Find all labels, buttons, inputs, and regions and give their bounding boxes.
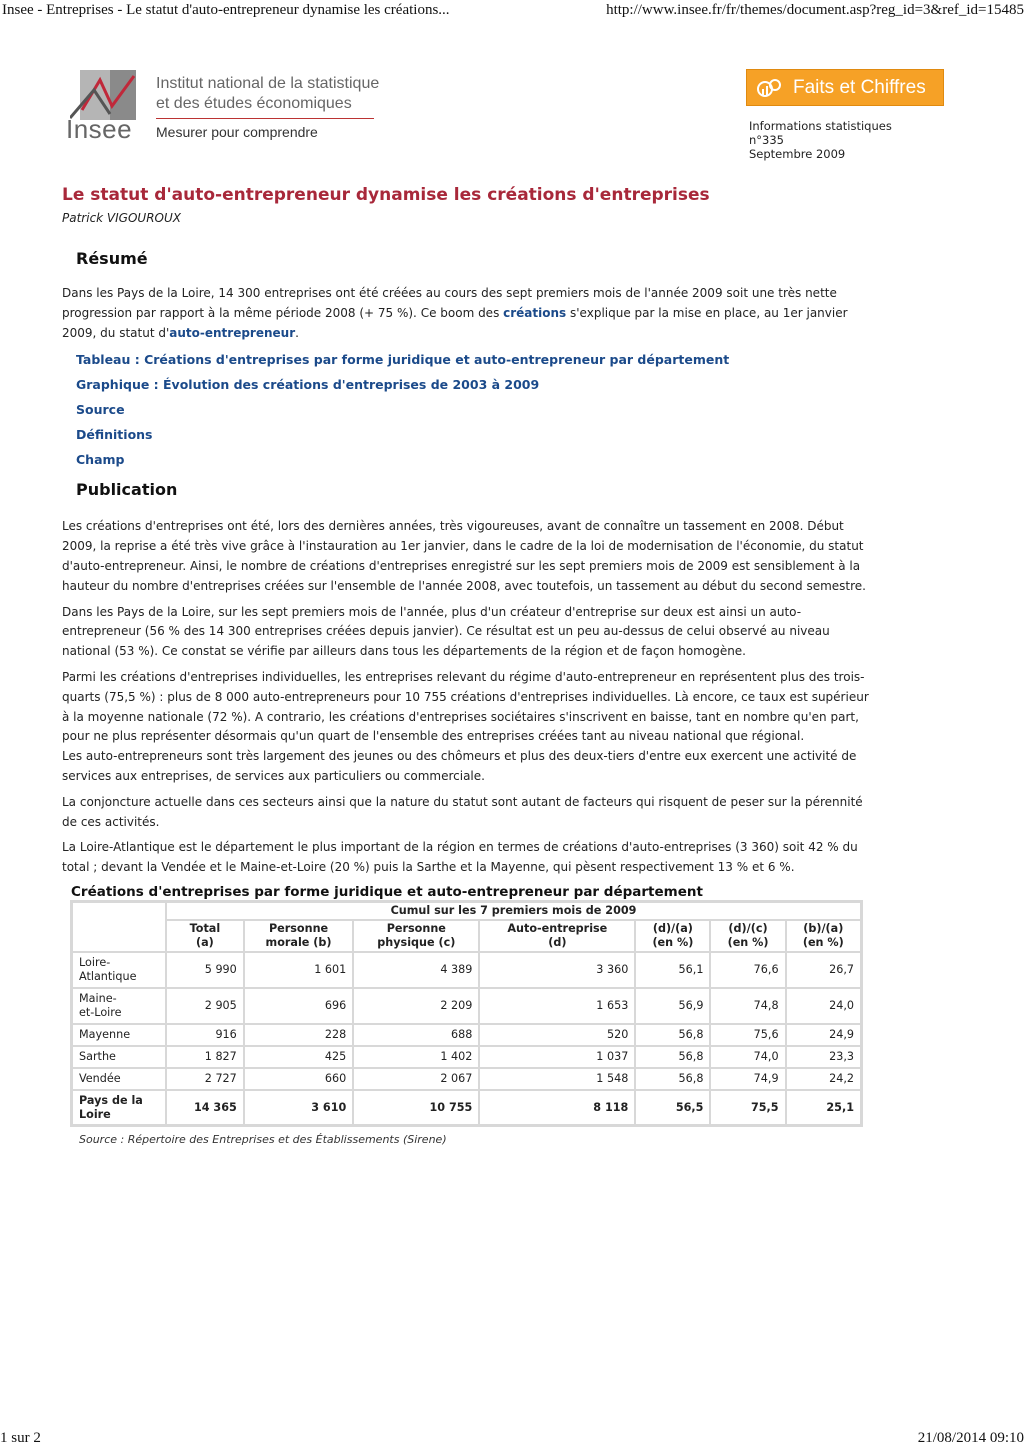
cell: 2 209: [353, 988, 479, 1024]
publication-paragraph-2: Dans les Pays de la Loire, sur les sept premiers mois de l'année, plus d'un créateur d'entreprise sur deux est ainsi un auto-entrepreneur (56 % des 14 300 entreprises créées depuis janvier). Ce résultat est un peu au-dessus de celui observé au niveau national (53 %). Ce constat se vérifie par ailleurs dans tous les départements de la région et de façon homogène.: [62, 604, 830, 659]
table-super-header: Cumul sur les 7 premiers mois de 2009: [166, 901, 862, 920]
article: [62, 185, 874, 1146]
table-title: Créations d'entreprises par forme juridique et auto-entrepreneur par département: [71, 883, 703, 900]
cell: 56,1: [635, 952, 710, 988]
link-definitions[interactable]: Définitions: [76, 427, 153, 443]
table-total-row: [72, 1090, 862, 1126]
row-label: Vendée: [72, 1068, 167, 1090]
row-label: Maine- et-Loire: [72, 988, 167, 1024]
chart-bubbles-icon: [757, 77, 783, 99]
insee-logo-icon: [70, 70, 136, 120]
cell: 56,5: [635, 1090, 710, 1126]
cell: 1 548: [479, 1068, 635, 1090]
insee-logo[interactable]: [64, 68, 394, 148]
cell: 660: [244, 1068, 353, 1090]
cell: 1 037: [479, 1046, 635, 1068]
info-series: Informations statistiques: [749, 119, 892, 133]
cell: 76,6: [710, 952, 785, 988]
col-header-d-a: (d)/(a) (en %): [635, 920, 710, 952]
banner-label: Faits et Chiffres: [793, 76, 926, 98]
cell: 24,0: [786, 988, 862, 1024]
table-source: Source : Répertoire des Entreprises et des Établissements (Sirene): [79, 1133, 447, 1147]
cell: 56,8: [635, 1068, 710, 1090]
cell: 1 653: [479, 988, 635, 1024]
article-title: Le statut d'auto-entrepreneur dynamise les créations d'entreprises: [62, 185, 710, 205]
table-row: [72, 1024, 862, 1046]
article-author: Patrick VIGOUROUX: [62, 211, 181, 225]
publication-paragraph-1: Les créations d'entreprises ont été, lors des dernières années, très vigoureuses, avant de connaître un tassement en 2008. Début 2009, la reprise a été très vive grâce à l'instauration au 1er janvier, dans le cadre de la loi de modernisation de l'économie, du statut d'auto-entrepreneur. Ainsi, le nombre de créations d'entreprises enregistré sur les sept premiers mois de 2009 est sensiblement à la hauteur du nombre d'entreprises créées sur l'ensemble de l'année 2008, avec toutefois, un tassement au début du second semestre.: [62, 519, 866, 593]
publication-body: [62, 517, 874, 878]
print-footer: [0, 1430, 1024, 1450]
cell: 74,0: [710, 1046, 785, 1068]
cell: 3 610: [244, 1090, 353, 1126]
cell: 75,6: [710, 1024, 785, 1046]
col-header-b-a: (b)/(a) (en %): [786, 920, 862, 952]
logo-tagline: Mesurer pour comprendre: [156, 124, 318, 140]
table-row: [72, 1068, 862, 1090]
col-header-auto-entreprise: Auto-entreprise (d): [479, 920, 635, 952]
cell: 26,7: [786, 952, 862, 988]
cell: 24,2: [786, 1068, 862, 1090]
cell: 2 067: [353, 1068, 479, 1090]
col-header-personne-physique: Personne physique (c): [353, 920, 479, 952]
link-auto-entrepreneur[interactable]: auto-entrepreneur: [169, 325, 296, 340]
faits-et-chiffres-banner[interactable]: [746, 69, 944, 106]
table-corner: [72, 901, 167, 920]
print-datetime: 21/08/2014 09:10: [917, 1430, 1024, 1446]
link-creations[interactable]: créations: [503, 305, 567, 320]
resume-heading: Résumé: [76, 249, 148, 268]
col-header-personne-morale: Personne morale (b): [244, 920, 353, 952]
cell: 56,9: [635, 988, 710, 1024]
cell: 688: [353, 1024, 479, 1046]
page-counter: 1 sur 2: [0, 1430, 41, 1446]
col-header-total: Total (a): [166, 920, 244, 952]
cell: 1 402: [353, 1046, 479, 1068]
row-label: Sarthe: [72, 1046, 167, 1068]
table-row: [72, 988, 862, 1024]
institute-name: Institut national de la statistique et des études économiques: [156, 75, 380, 112]
link-champ[interactable]: Champ: [76, 452, 125, 468]
cell: 23,3: [786, 1046, 862, 1068]
row-label: Pays de la Loire: [72, 1090, 167, 1126]
resume-text: Dans les Pays de la Loire, 14 300 entreprises ont été créées au cours des sept premiers mois de l'année 2009 soit une très nette progression par rapport à la même période 2008 (+ 75 %). Ce boom des créations s'explique par la mise en place, au 1er janvier 2009, du statut d'auto-entrepreneur.: [62, 286, 848, 340]
cell: 25,1: [786, 1090, 862, 1126]
table-row: [72, 952, 862, 988]
cell: 1 601: [244, 952, 353, 988]
publication-paragraph-6: La Loire-Atlantique est le département le plus important de la région en termes de créations d'auto-entreprises (3 360) soit 42 % du total ; devant la Vendée et le Maine-et-Loire (20 %) puis la Sarthe et la Mayenne, qui pèsent respectivement 13 % et 6 %.: [62, 840, 858, 875]
publication-paragraph-5: La conjoncture actuelle dans ces secteurs ainsi que la nature du statut sont autant de facteurs qui risquent de peser sur la pérennité de ces activités.: [62, 794, 863, 829]
link-graphique[interactable]: Graphique : Évolution des créations d'entreprises de 2003 à 2009: [76, 377, 540, 393]
creations-table: [70, 900, 863, 1128]
cell: 8 118: [479, 1090, 635, 1126]
cell: 696: [244, 988, 353, 1024]
cell: 75,5: [710, 1090, 785, 1126]
cell: 2 727: [166, 1068, 244, 1090]
link-tableau[interactable]: Tableau : Créations d'entreprises par forme juridique et auto-entrepreneur par département: [76, 352, 730, 368]
publication-info: [749, 119, 892, 161]
section-links: [76, 347, 874, 472]
cell: 74,9: [710, 1068, 785, 1090]
cell: 520: [479, 1024, 635, 1046]
print-header-title: Insee - Entreprises - Le statut d'auto-entrepreneur dynamise les créations...: [2, 2, 450, 18]
insee-wordmark: Insee: [66, 114, 133, 144]
publication-paragraph-3: Parmi les créations d'entreprises individuelles, les entreprises relevant du régime d'auto-entrepreneur en représentent plus des trois-quarts (75,5 %) : plus de 8 000 auto-entrepreneurs pour 10 755 créations d'entreprises individuelles. Là encore, ce taux est supérieur à la moyenne nationale (72 %). A contrario, les créations d'entreprises sociétaires s'inscrivent en baisse, tant en nombre qu'en part, pour ne plus représenter désormais qu'un quart de l'ensemble des entreprises créées tant au niveau national que régional.: [62, 669, 869, 744]
cell: 228: [244, 1024, 353, 1046]
logo-divider: [156, 118, 374, 119]
publication-paragraph-4: Les auto-entrepreneurs sont très largement des jeunes ou des chômeurs et plus des deux-tiers d'entre eux exercent une activité de services aux entreprises, de services aux particuliers ou commerciale.: [62, 749, 857, 783]
cell: 56,8: [635, 1046, 710, 1068]
publication-heading: Publication: [76, 480, 178, 500]
info-date: Septembre 2009: [749, 147, 846, 161]
col-header-d-c: (d)/(c) (en %): [710, 920, 785, 952]
table-row: [72, 1046, 862, 1068]
cell: 74,8: [710, 988, 785, 1024]
cell: 425: [244, 1046, 353, 1068]
cell: 56,8: [635, 1024, 710, 1046]
link-source[interactable]: Source: [76, 402, 125, 418]
cell: 3 360: [479, 952, 635, 988]
print-header: [0, 0, 1024, 24]
table-header-row: [72, 920, 862, 952]
cell: 2 905: [166, 988, 244, 1024]
row-label: Mayenne: [72, 1024, 167, 1046]
cell: 4 389: [353, 952, 479, 988]
cell: 10 755: [353, 1090, 479, 1126]
info-number: n°335: [749, 133, 784, 147]
cell: 14 365: [166, 1090, 244, 1126]
cell: 5 990: [166, 952, 244, 988]
cell: 916: [166, 1024, 244, 1046]
cell: 24,9: [786, 1024, 862, 1046]
cell: 1 827: [166, 1046, 244, 1068]
row-label: Loire- Atlantique: [72, 952, 167, 988]
print-header-url: http://www.insee.fr/fr/themes/document.asp?reg_id=3&ref_id=15485: [606, 2, 1024, 18]
